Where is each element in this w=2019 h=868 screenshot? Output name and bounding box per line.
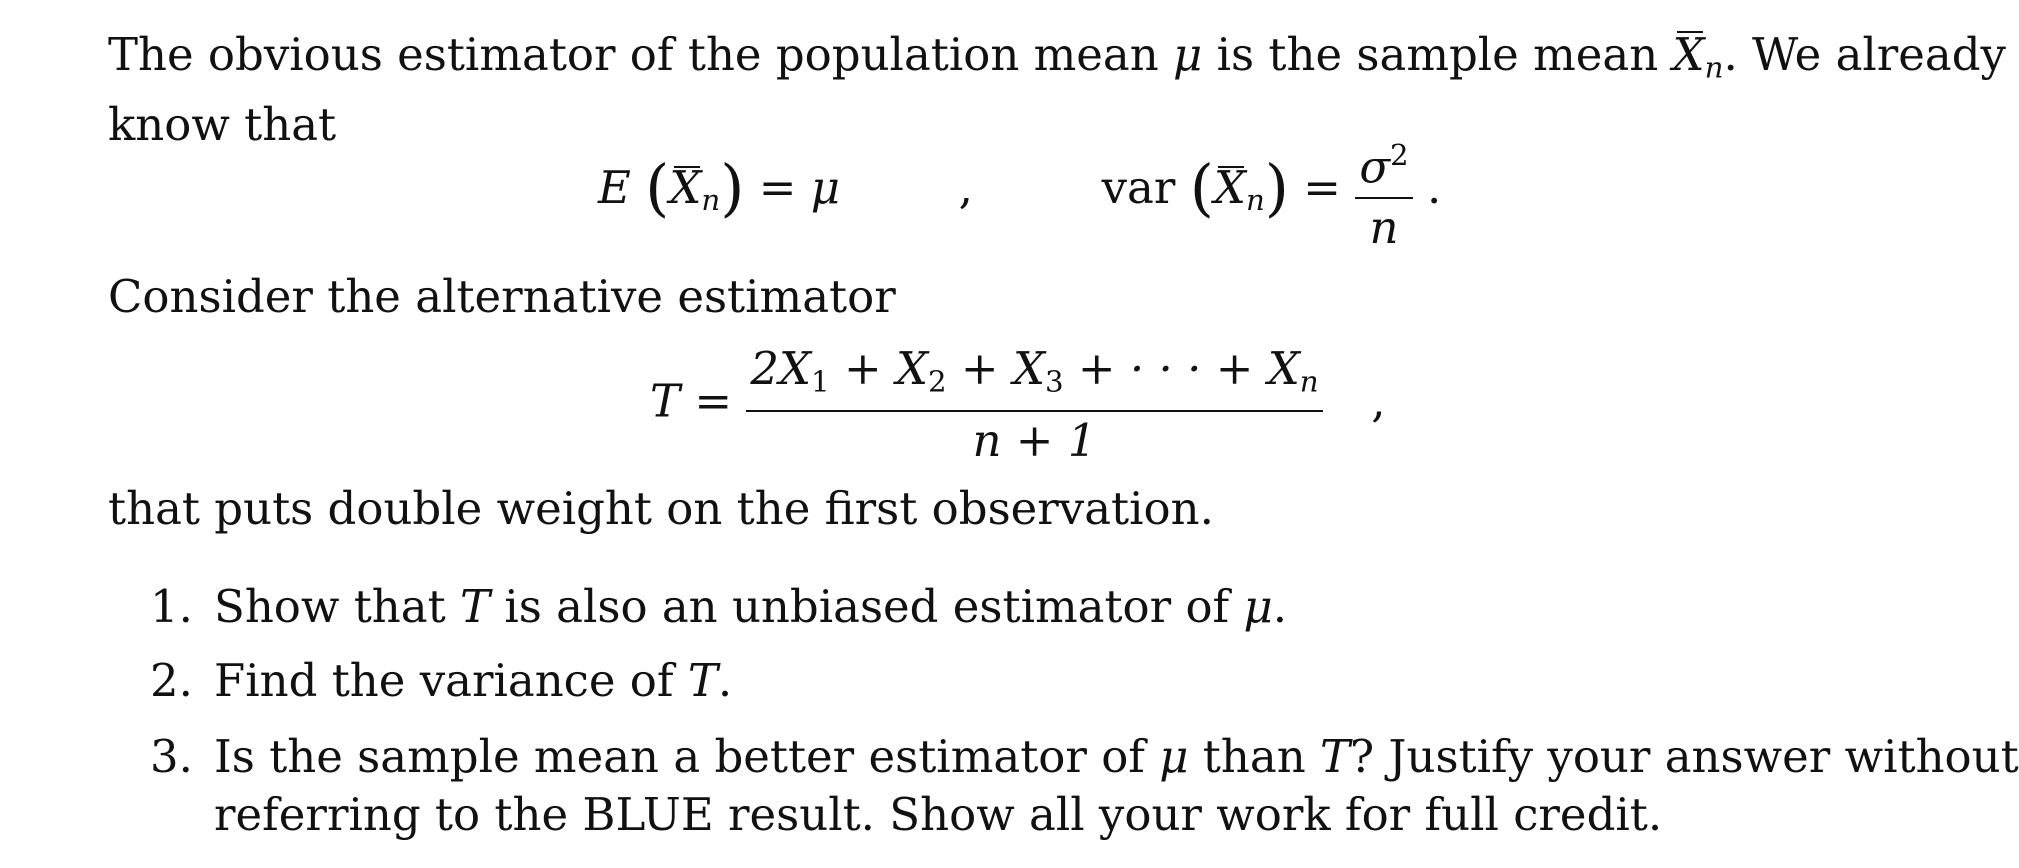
document-page: The obvious estimator of the population mean μ is the sample mean $X_n$. We already know that E $(X_n) = \mu$ , var $(X_n)$ = $\frac{\sigma^2}{n}$ . Consider the alternative estimator T = $\frac{2X_1 + X_2 + X_3 + \cdot \cdot \cdot + X_n}{n + 1}$ , that puts double weight on the first observation. 1. Show that T is also an unbiased estimator of μ. 2. Find the variance of T. 3. Is the sample mean a better estimator of μ than T? Justify your answer without referring to the BLUE result. Show all your work for full credit.: [108, 28, 2019, 841]
estimator-fraction: $\frac{2X_1 + X_2 + X_3 + \cdot \cdot \cdot + X_n}{n + 1}$: [746, 340, 1322, 470]
equation-expectation-variance: E $(X_n) = \mu$ , var $(X_n)$ = $\frac{\sigma^2}{n}$ .: [598, 126, 1441, 257]
sigma-over-n-fraction: $\frac{\sigma^2}{n}$: [1355, 126, 1412, 257]
sample-mean-symbol: X: [1673, 26, 1705, 84]
intro-line-1: The obvious estimator of the population mean μ is the sample mean $X_n$. We already: [108, 28, 2006, 85]
mu-symbol: μ: [1173, 28, 1203, 81]
consider-text: Consider the alternative estimator: [108, 270, 896, 323]
after-text: that puts double weight on the first observation.: [108, 482, 1214, 535]
intro-line-2: know that: [108, 98, 337, 152]
equation-estimator-T: T = $\frac{2X_1 + X_2 + X_3 + \cdot \cdot \cdot + X_n}{n + 1}$ ,: [650, 340, 1386, 470]
